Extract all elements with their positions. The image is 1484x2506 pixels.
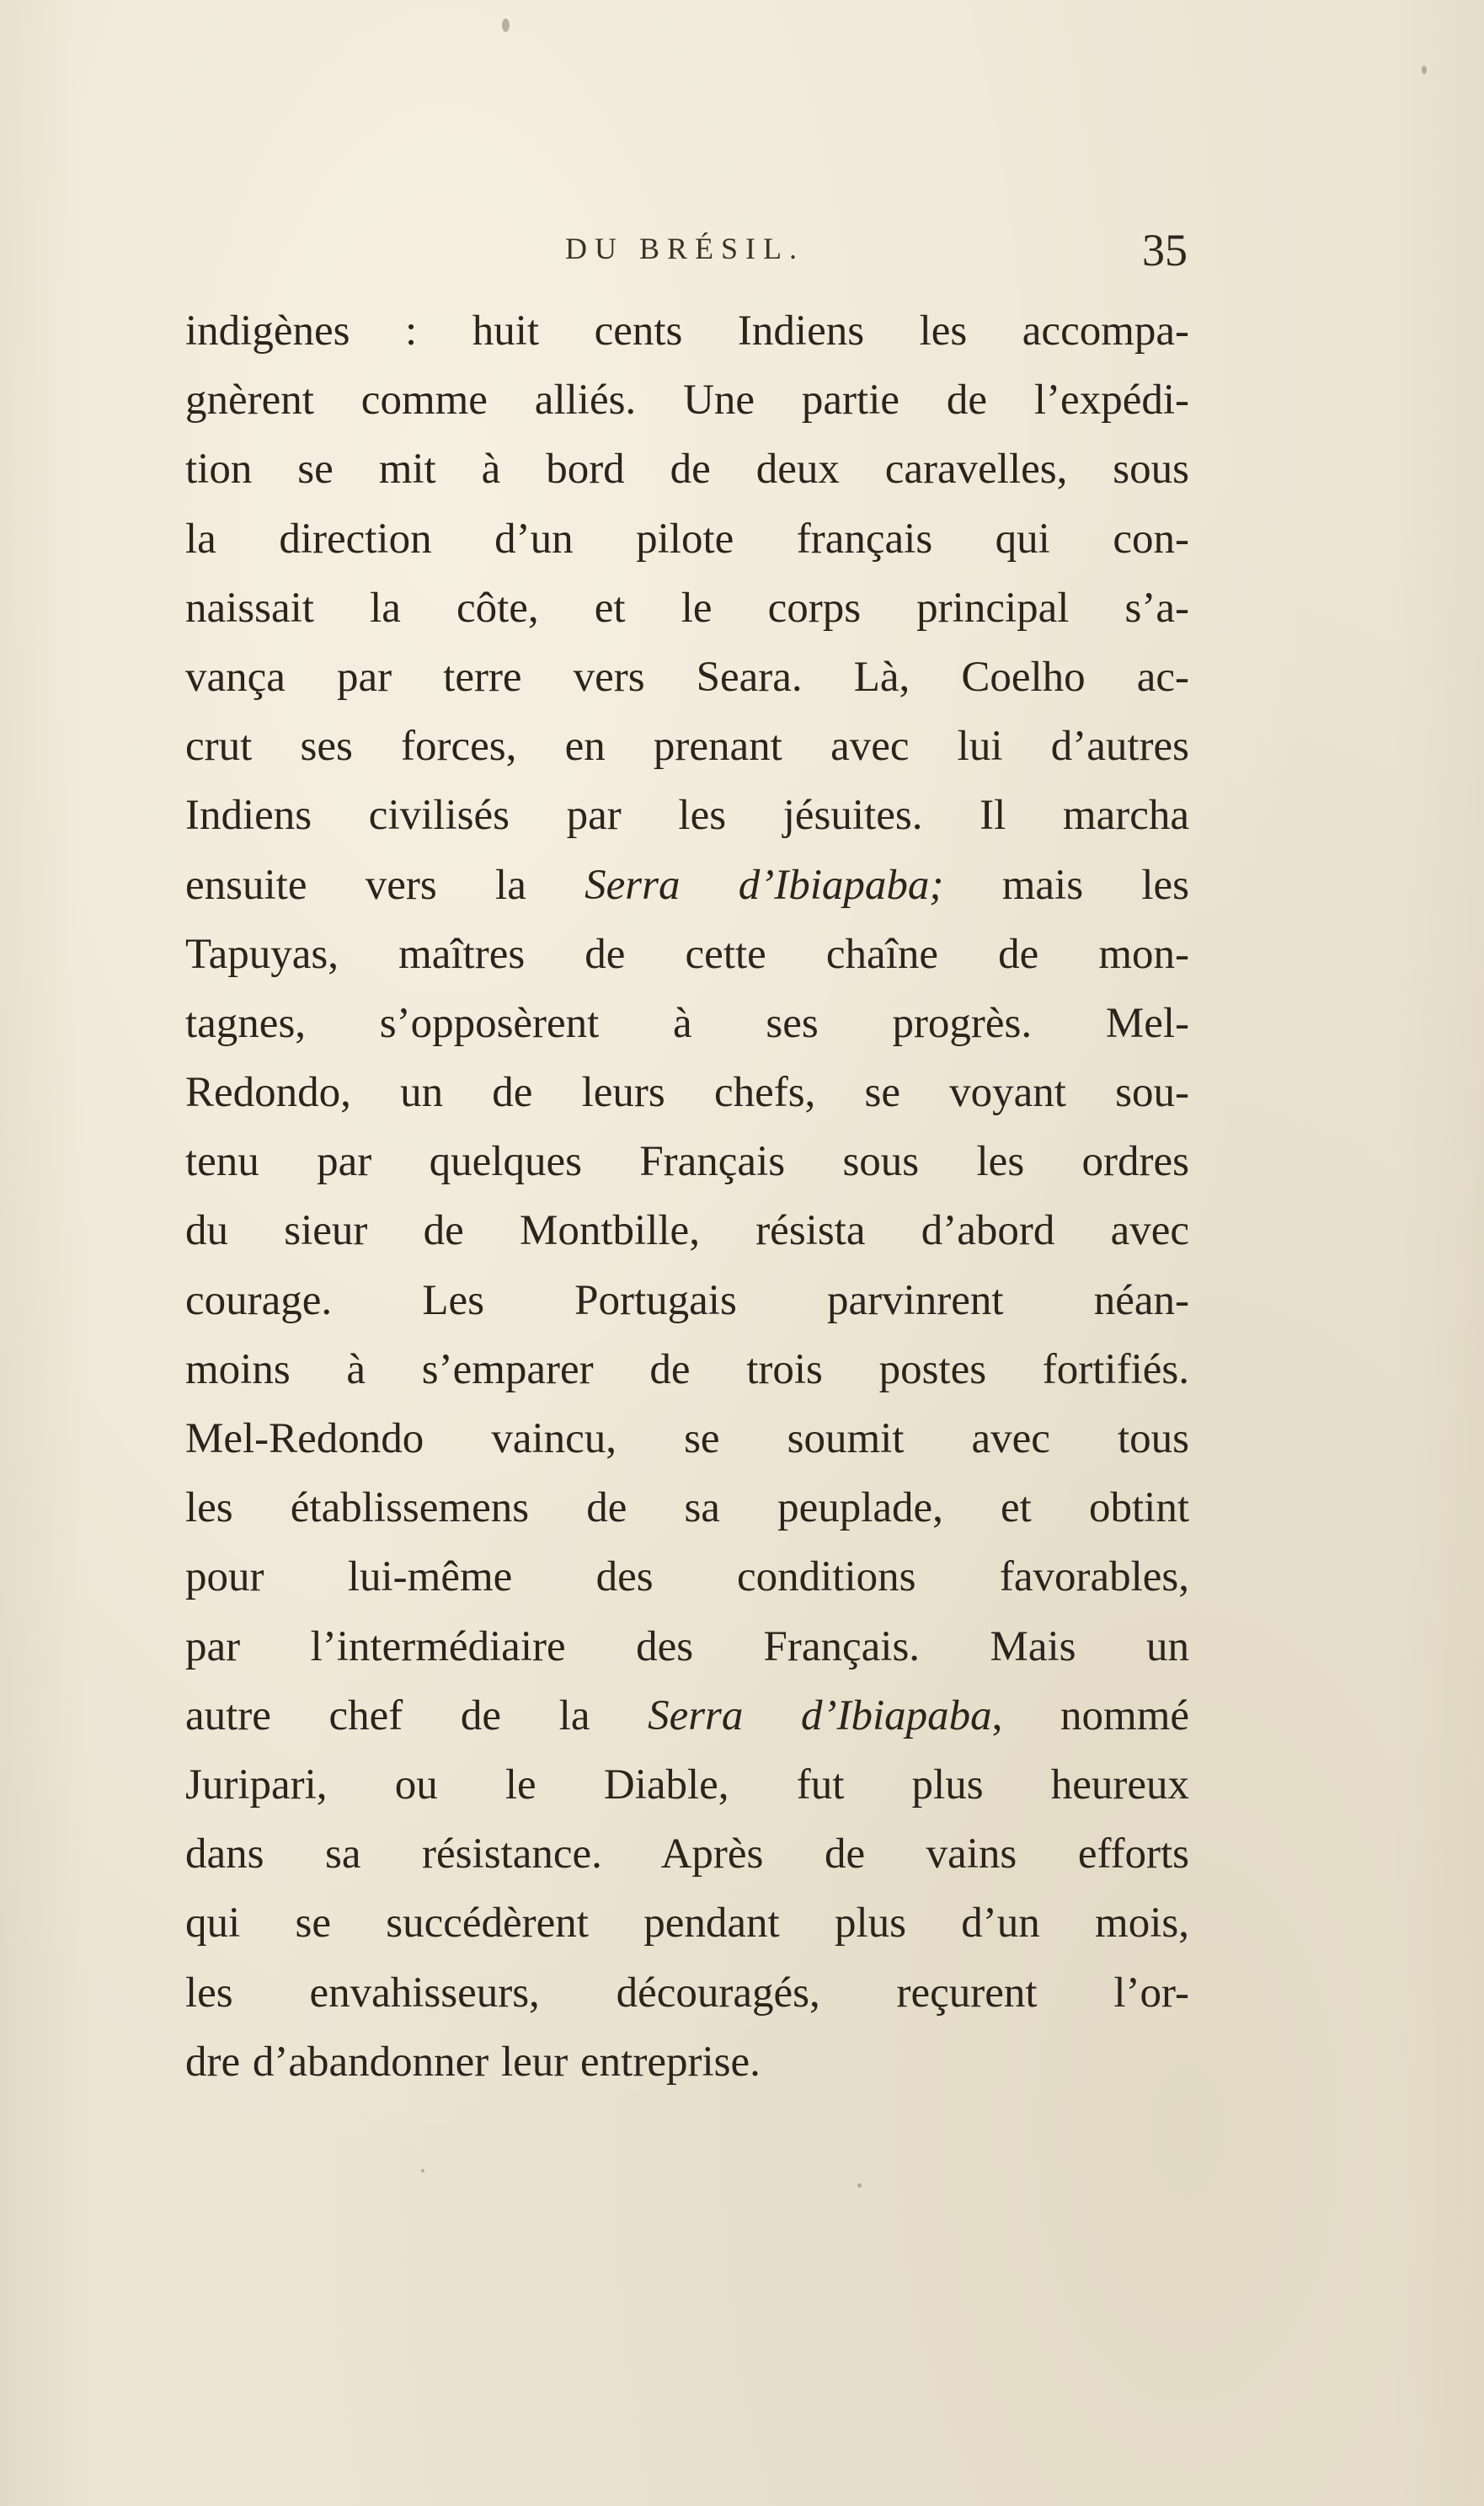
paper-speck <box>421 2169 424 2172</box>
text-run: dre d’abandonner leur entreprise. <box>185 2038 761 2086</box>
text-line <box>185 435 1189 504</box>
text-line <box>185 1127 1189 1196</box>
text-line <box>185 1196 1189 1265</box>
text-run: , nommé <box>991 1691 1190 1739</box>
text-line <box>185 2028 1189 2097</box>
text-line <box>185 574 1189 643</box>
text-run: autre chef de la <box>185 1691 649 1739</box>
text-run: par l’intermédiaire des Français. Mais un <box>185 1622 1189 1670</box>
text-run: Indiens civilisés par les jésuites. Il marcha <box>185 792 1189 840</box>
text-run: les envahisseurs, découragés, reçurent l’or- <box>185 1969 1189 2017</box>
text-line <box>185 366 1189 435</box>
text-run: indigènes : huit cents Indiens les accompa- <box>185 307 1189 355</box>
text-run: naissait la côte, et le corps principal s’a- <box>185 584 1189 632</box>
text-run: gnèrent comme alliés. Une partie de l’expédi- <box>185 377 1189 425</box>
text-line <box>185 1266 1189 1335</box>
text-line <box>185 712 1189 781</box>
text-run: Redondo, un de leurs chefs, se voyant sou- <box>185 1069 1189 1117</box>
text-run: Mel-Redondo vaincu, se soumit avec tous <box>185 1415 1189 1462</box>
running-head <box>184 224 1186 283</box>
text-line <box>185 1819 1189 1889</box>
text-line <box>185 781 1189 850</box>
text-run: Tapuyas, maîtres de cette chaîne de mon- <box>185 930 1189 978</box>
text-line <box>185 1404 1189 1473</box>
text-line <box>185 643 1189 712</box>
body-text <box>185 297 1189 2097</box>
text-run: du sieur de Montbille, résista d’abord avec <box>185 1207 1189 1255</box>
text-line <box>185 1058 1189 1127</box>
text-line <box>185 1473 1189 1542</box>
paper-speck <box>502 19 510 32</box>
text-run: moins à s’emparer de trois postes fortifiés. <box>185 1345 1189 1393</box>
text-line <box>185 505 1189 574</box>
text-line <box>185 1542 1189 1611</box>
text-run: ensuite vers la <box>185 861 585 909</box>
text-line <box>185 1681 1189 1750</box>
text-line <box>185 1612 1189 1681</box>
text-line <box>185 851 1189 920</box>
paper-speck <box>1422 66 1427 74</box>
text-run: Juripari, ou le Diable, fut plus heureux <box>185 1761 1189 1809</box>
text-run: tagnes, s’opposèrent à ses progrès. Mel- <box>185 999 1189 1047</box>
text-line <box>185 1750 1189 1819</box>
italic-place-name: Serra d’Ibiapaba <box>648 1691 992 1739</box>
text-run: tion se mit à bord de deux caravelles, sous <box>185 446 1189 494</box>
page-number: 35 <box>1142 225 1188 275</box>
text-run: les établissemens de sa peuplade, et obtint <box>185 1484 1189 1532</box>
text-run: tenu par quelques Français sous les ordres <box>185 1138 1189 1186</box>
text-line <box>185 297 1189 366</box>
text-line <box>185 1889 1189 1958</box>
text-run: mais les <box>943 861 1190 909</box>
text-line <box>185 920 1189 989</box>
text-run: qui se succédèrent pendant plus d’un mois, <box>185 1900 1189 1948</box>
text-run: vança par terre vers Seara. Là, Coelho ac- <box>185 653 1189 701</box>
italic-place-name: Serra d’Ibiapaba; <box>585 861 944 909</box>
text-run: pour lui-même des conditions favorables, <box>185 1553 1189 1601</box>
text-run: la direction d’un pilote français qui con- <box>185 515 1189 563</box>
text-run: dans sa résistance. Après de vains efforts <box>185 1830 1189 1878</box>
text-run: crut ses forces, en prenant avec lui d’autres <box>185 723 1189 771</box>
text-line <box>185 1958 1189 2028</box>
paper-speck <box>857 2183 862 2188</box>
text-run: courage. Les Portugais parvinrent néan- <box>185 1276 1189 1324</box>
running-title: DU BRÉSIL. <box>564 232 804 265</box>
text-line <box>185 1335 1189 1404</box>
text-line <box>185 989 1189 1058</box>
